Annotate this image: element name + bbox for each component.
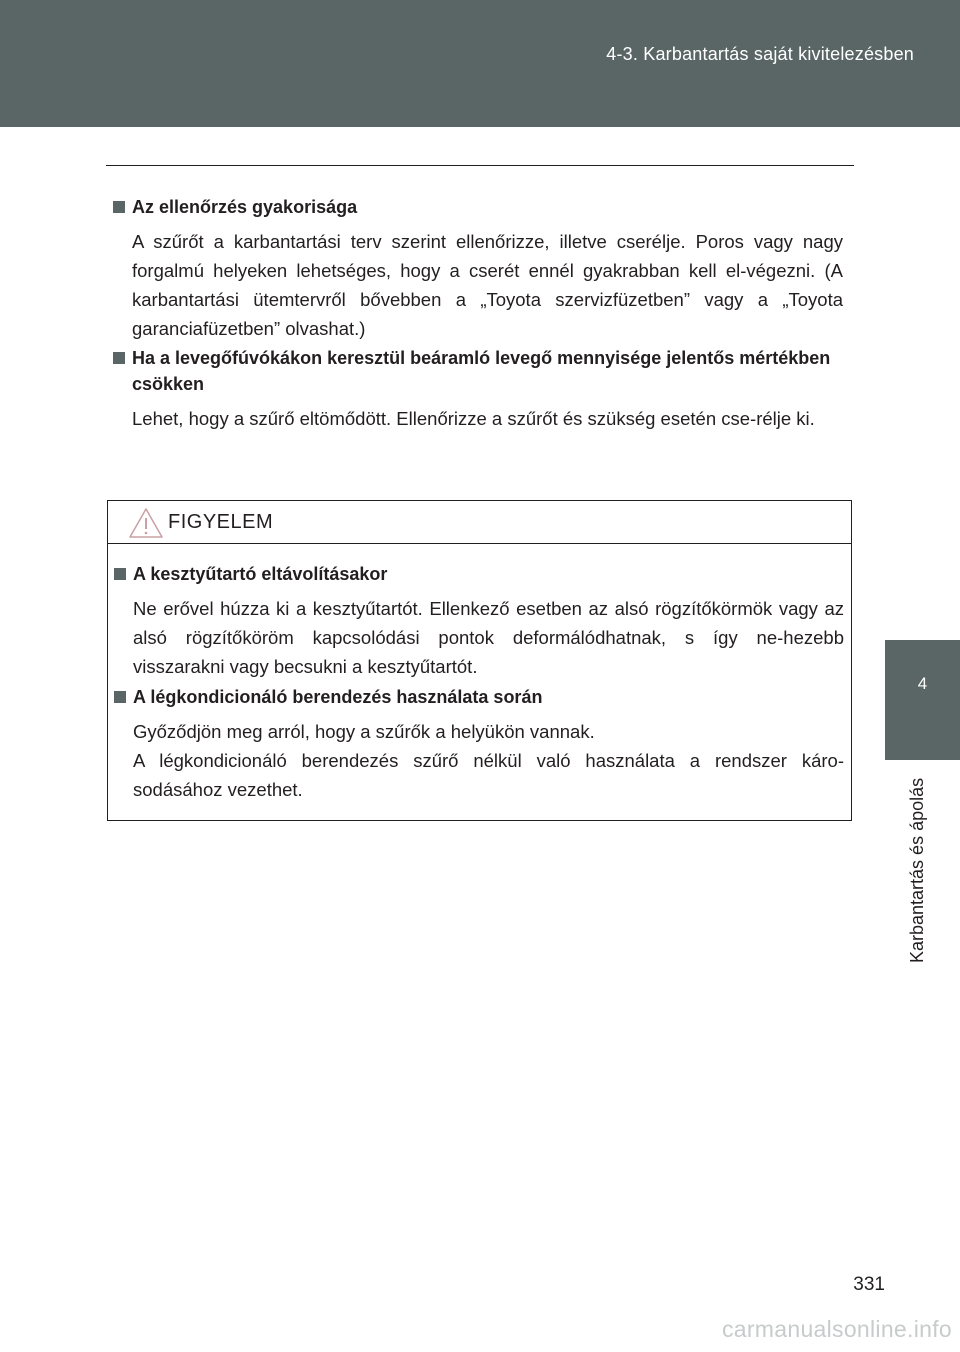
warning-item-body-line: A légkondicionáló berendezés szűrő nélkül való használata a rendszer káro-sodásához vezethet.	[133, 750, 844, 800]
warning-item-body	[114, 717, 844, 804]
warning-item-body-line: Győződjön meg arról, hogy a szűrők a helyükön vannak.	[133, 721, 595, 742]
watermark: carmanualsonline.info	[721, 1316, 952, 1342]
warning-title: FIGYELEM	[168, 511, 274, 533]
square-bullet-icon	[113, 201, 125, 213]
section-body: A szűrőt a karbantartási terv szerint ellenőrizze, illetve cserélje. Poros vagy nagy forgalmú helyeken lehetséges, hogy a cserét ennél gyakrabban kell el-végezni. (A karbantartási ütemtervről bővebben a „Toyota szervizfüzetben” vagy a „Toyota garanciafüzetben” olvashat.)	[132, 231, 843, 339]
header-band	[0, 0, 960, 127]
warning-item-glovebox	[114, 561, 844, 681]
section-heading: Ha a levegőfúvókákon keresztül beáramló levegő mennyisége jelentős mértékben csökken	[113, 345, 843, 397]
warning-triangle-icon	[129, 508, 163, 538]
section-title: 4-3. Karbantartás saját kivitelezésben	[606, 44, 914, 64]
page-number: 331	[853, 1274, 885, 1295]
chapter-number: 4	[917, 674, 928, 693]
warning-header	[108, 501, 851, 544]
section-body: Lehet, hogy a szűrő eltömődött. Ellenőrizze a szűrőt és szükség esetén cse-rélje ki.	[132, 408, 815, 429]
section-airflow-reduced	[113, 345, 843, 433]
warning-item-heading: A légkondicionáló berendezés használata során	[114, 684, 844, 710]
square-bullet-icon	[114, 691, 126, 703]
warning-item-heading: A kesztyűtartó eltávolításakor	[114, 561, 844, 587]
chapter-label: Karbantartás és ápolás	[907, 777, 927, 963]
warning-item-body: Ne erővel húzza ki a kesztyűtartót. Ellenkező esetben az alsó rögzítőkörmök vagy az alsó rögzítőköröm kapcsolódási pontok deformálódhatnak, s így ne-hezebb visszarakni vagy becsukni a kesztyűtartót.	[133, 598, 844, 677]
square-bullet-icon	[114, 568, 126, 580]
warning-box	[107, 500, 852, 821]
warning-item-ac-usage	[114, 684, 844, 804]
section-heading: Az ellenőrzés gyakorisága	[113, 194, 843, 220]
square-bullet-icon	[113, 352, 125, 364]
section-inspection-frequency	[113, 194, 843, 343]
top-divider	[106, 165, 854, 166]
chapter-tab[interactable]	[885, 640, 960, 760]
